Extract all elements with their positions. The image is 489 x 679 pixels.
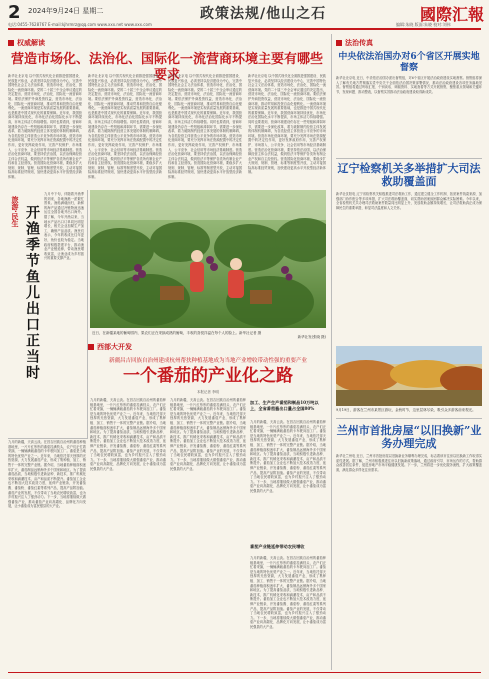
main-article-col-2: 新华社北京电 以中国式现代化全面推进强国建设、民族复兴伟业，必须坚持以经济建设为中心，完善中国特色社会主义法治体系，营造市场化、法治化、国际化一流营商环境。党的二十届三中全会审议通过的决定提出，营造市场化、法治化、国际化一流营商环境。要依法保护外商投资权益，营造市场化、法治化、国际化一流营商环境，推动贸易和投资自由化便利化。一流营商环境是实现高质量发展的重要基础，也是推进中国式现代化的重要保障。近年来，我国营商环境持续优化，市场化法治化国际化水平不断提高，市场主体活力持续增强。同时也要看到，营商环境建设仍存在一些短板和薄弱环节，需要进一步深化改革，着力破除制约经营主体发展的体制机制障碍，为各类经营主体营造公平竞争的市场环境。营造市场化营商环境，要充分发挥市场在资源配置中的决定性作用，更好发挥政府作用，完善产权保护、市场准入、公平竞争、社会信用等市场经济基础制度。营造法治化营商环境，要坚持依法治国，以法治保障经营主体合法权益，做到依法平等保护各类所有制企业产权和自主经营权。营造国际化营商环境，要稳步扩大规则、规制、管理、标准等制度型开放，主动对接国际高标准经贸规则，加快建设更高水平开放型经济新体制。 <box>88 74 162 180</box>
main-headline: 营造市场化、法治化、国际化一流营商环境主要有哪些要求 <box>10 52 323 83</box>
tag-label: 西部大开发 <box>97 343 132 351</box>
issue-date: 2024年9月24日 星期二 <box>28 7 104 15</box>
autumn-caption: 9月19日，游客在兰州市某景区游玩，金秋时节，这里层林尽染，吸引众多游客前来观光。 <box>336 408 476 412</box>
section-title: 政策法规/他山之石 <box>200 6 327 22</box>
tag-square-icon <box>88 344 94 350</box>
newspaper-logo: 國際汇報 <box>420 5 485 24</box>
tomato-col-4: 九月的新疆，天高云淡。在昌吉回族自治州的番茄种植基地里，一片片红彤彤的番茄挂满枝头，农户们正忙着采摘，一辆辆满载番茄的卡车驶向加工厂。番茄是当地的特色优势产业之一。近年来，当地依托得天独厚的光热资源，大力发展番茄产业，形成了集种植、加工、销售于一体的完整产业链。据介绍，当地番茄种植面积逐年扩大，番茄制品远销海外多个国家和地区。为了提高番茄品质，当地积极引进新品种、新技术，推广机械化采收和滴灌技术，亩产和品质不断提升。番茄加工企业也不断加大技术改造力度，延伸产业链条，开发番茄酱、番茄粉、番茄红素等系列产品，提高产品附加值。番茄产业的发展，不仅带动了当地农民增收致富，也为乡村振兴注入了强劲动力。下一步，当地将继续做大做强番茄产业，推动番茄产业向高端化、品牌化方向发展，让小番茄成为富民强县的大产业。 <box>250 420 326 493</box>
tag-authoritative <box>8 38 45 48</box>
main-article-col-4: 新华社北京电 以中国式现代化全面推进强国建设、民族复兴伟业，必须坚持以经济建设为中心，完善中国特色社会主义法治体系，营造市场化、法治化、国际化一流营商环境。党的二十届三中全会审议通过的决定提出，营造市场化、法治化、国际化一流营商环境。要依法保护外商投资权益，营造市场化、法治化、国际化一流营商环境，推动贸易和投资自由化便利化。一流营商环境是实现高质量发展的重要基础，也是推进中国式现代化的重要保障。近年来，我国营商环境持续优化，市场化法治化国际化水平不断提高，市场主体活力持续增强。同时也要看到，营商环境建设仍存在一些短板和薄弱环节，需要进一步深化改革，着力破除制约经营主体发展的体制机制障碍，为各类经营主体营造公平竞争的市场环境。营造市场化营商环境，要充分发挥市场在资源配置中的决定性作用，更好发挥政府作用，完善产权保护、市场准入、公平竞争、社会信用等市场经济基础制度。营造法治化营商环境，要坚持依法治国，以法治保障经营主体合法权益，做到依法平等保护各类所有制企业产权和自主经营权。营造国际化营商环境，要稳步扩大规则、规制、管理、标准等制度型开放，主动对接国际高标准经贸规则，加快建设更高水平开放型经济新体制。 <box>248 74 326 175</box>
section-divider <box>8 438 88 439</box>
vineyard-illustration <box>90 190 326 328</box>
right-article-1-body: 新华社北京电 近日，中央依法治国办派出督察组，对6个省区开展法治政府建设实地督察。督察组将深入了解有关地方贯彻落实党中央关于全面依法治国决策部署情况，推动法治政府建设各项任务落地见效。督察组将通过听取汇报、个别谈话、调阅资料、实地查看等方式开展督察，聚焦重点领域和关键环节，发现问题、推动整改，以督察实效推动法治政府建设取得新成效。 <box>336 76 482 94</box>
tomato-headline: 一个番茄的产业化之路 <box>123 366 293 386</box>
right-article-2-body: 新华社沈阳电 辽宁省检察机关积极推进司法救助工作，通过建立健全工作机制、拓宽案件线索来源、加强部门协作配合等多项举措，扩大司法救助覆盖面，切实帮助因案致困群众解决实际困难。今年以来，全省检察机关共办理司法救助案件数量同比明显上升，发放救助金额持续增长，让司法救助真正成为保障民生的重要举措，彰显司法温度和人文关怀。 <box>336 192 482 210</box>
photo-credit: 新华社发(张晓 摄) <box>297 335 326 339</box>
right-headline-1: 中央依法治国办对6个省区开展实地督察 <box>338 52 480 73</box>
main-article-col-3: 新华社北京电 以中国式现代化全面推进强国建设、民族复兴伟业，必须坚持以经济建设为中心，完善中国特色社会主义法治体系，营造市场化、法治化、国际化一流营商环境。党的二十届三中全会审议通过的决定提出，营造市场化、法治化、国际化一流营商环境。要依法保护外商投资权益，营造市场化、法治化、国际化一流营商环境，推动贸易和投资自由化便利化。一流营商环境是实现高质量发展的重要基础，也是推进中国式现代化的重要保障。近年来，我国营商环境持续优化，市场化法治化国际化水平不断提高，市场主体活力持续增强。同时也要看到，营商环境建设仍存在一些短板和薄弱环节，需要进一步深化改革，着力破除制约经营主体发展的体制机制障碍，为各类经营主体营造公平竞争的市场环境。营造市场化营商环境，要充分发挥市场在资源配置中的决定性作用，更好发挥政府作用，完善产权保护、市场准入、公平竞争、社会信用等市场经济基础制度。营造法治化营商环境，要坚持依法治国，以法治保障经营主体合法权益，做到依法平等保护各类所有制企业产权和自主经营权。营造国际化营商环境，要稳步扩大规则、规制、管理、标准等制度型开放，主动对接国际高标准经贸规则，加快建设更高水平开放型经济新体制。 <box>168 74 242 180</box>
tag-label: 法治传真 <box>345 39 373 47</box>
column-divider <box>87 190 88 438</box>
footer-rule <box>8 672 481 673</box>
tomato-subhead-2: 番茄产业链延伸带动农民增收 <box>250 544 305 549</box>
right-divider-1 <box>336 158 482 159</box>
right-divider-2 <box>336 418 482 419</box>
autumn-illustration <box>336 346 482 406</box>
right-headline-3: 兰州市首批房屋“以旧换新”业务办理完成 <box>336 424 482 450</box>
tag-square-icon <box>336 40 342 46</box>
tomato-col-2: 九月的新疆，天高云淡。在昌吉回族自治州的番茄种植基地里，一片片红彤彤的番茄挂满枝头，农户们正忙着采摘，一辆辆满载番茄的卡车驶向加工厂。番茄是当地的特色优势产业之一。近年来，当地依托得天独厚的光热资源，大力发展番茄产业，形成了集种植、加工、销售于一体的完整产业链。据介绍，当地番茄种植面积逐年扩大，番茄制品远销海外多个国家和地区。为了提高番茄品质，当地积极引进新品种、新技术，推广机械化采收和滴灌技术，亩产和品质不断提升。番茄加工企业也不断加大技术改造力度，延伸产业链条，开发番茄酱、番茄粉、番茄红素等系列产品，提高产品附加值。番茄产业的发展，不仅带动了当地农民增收致富，也为乡村振兴注入了强劲动力。下一步，当地将继续做大做强番茄产业，推动番茄产业向高端化、品牌化方向发展，让小番茄成为富民强县的大产业。 <box>90 398 166 471</box>
side-feature-body: 九月中下旬，伴随着开渔季的到来，各地渔港一派繁忙景象。渔船满载而归，新鲜的海产品通过冷链物流迅速运往全国各地并出口海外。据了解，今年开渔以来，当地水产品出口订单同比明显增长，相关企业加紧生产加工，确保产品品质。渔民们表示，今年的收成比往年更好，鱼价也较为稳定。当地政府积极搭建平台，推动渔业产业链延伸，带动渔民增收致富，让渔业成为乡村振兴的重要支撑产业。 <box>44 192 84 261</box>
vineyard-caption: 近日，在新疆某地的葡萄园内，果农们正在采摘成熟的葡萄，丰收的喜悦洋溢在每个人的脸上。新华社记者 摄 <box>92 331 262 335</box>
right-article-3-body: 新华社兰州电 近日，兰州市首批房屋以旧换新业务顺利办理完成，标志着该市住房以旧换新工作取得实质性进展。据了解，兰州市积极推进住房以旧换新政策落地，通过政府引导、市场运作的方式，帮助群众改善居住条件，促进房地产市场平稳健康发展。下一步，兰州将进一步优化服务流程，扩大政策覆盖面，满足群众多样化住房需求。 <box>336 454 482 472</box>
vineyard-photo <box>90 190 326 328</box>
contact-info: 电话:0455-7628767 E-mail:kjhrmrz@qq.com www.xxx.net www.xxx.com <box>8 22 152 27</box>
autumn-scenery-photo <box>336 346 482 406</box>
right-headline-2: 辽宁检察机关多举措扩大司法救助覆盖面 <box>337 162 481 188</box>
tomato-col-1: 九月的新疆，天高云淡。在昌吉回族自治州的番茄种植基地里，一片片红彤彤的番茄挂满枝头，农户们正忙着采摘，一辆辆满载番茄的卡车驶向加工厂。番茄是当地的特色优势产业之一。近年来，当地依托得天独厚的光热资源，大力发展番茄产业，形成了集种植、加工、销售于一体的完整产业链。据介绍，当地番茄种植面积逐年扩大，番茄制品远销海外多个国家和地区。为了提高番茄品质，当地积极引进新品种、新技术，推广机械化采收和滴灌技术，亩产和品质不断提升。番茄加工企业也不断加大技术改造力度，延伸产业链条，开发番茄酱、番茄粉、番茄红素等系列产品，提高产品附加值。番茄产业的发展，不仅带动了当地农民增收致富，也为乡村振兴注入了强劲动力。下一步，当地将继续做大做强番茄产业，推动番茄产业向高端化、品牌化方向发展，让小番茄成为富民强县的大产业。 <box>8 440 86 509</box>
header-rule <box>8 28 481 30</box>
editor-credits: 编辑:朱晓 版面:朱晓 校对:刘伟 <box>396 22 451 27</box>
tag-legal-news <box>336 38 373 48</box>
tomato-col-5: 九月的新疆，天高云淡。在昌吉回族自治州的番茄种植基地里，一片片红彤彤的番茄挂满枝头，农户们正忙着采摘，一辆辆满载番茄的卡车驶向加工厂。番茄是当地的特色优势产业之一。近年来，当地依托得天独厚的光热资源，大力发展番茄产业，形成了集种植、加工、销售于一体的完整产业链。据介绍，当地番茄种植面积逐年扩大，番茄制品远销海外多个国家和地区。为了提高番茄品质，当地积极引进新品种、新技术，推广机械化采收和滴灌技术，亩产和品质不断提升。番茄加工企业也不断加大技术改造力度，延伸产业链条，开发番茄酱、番茄粉、番茄红素等系列产品，提高产品附加值。番茄产业的发展，不仅带动了当地农民增收致富，也为乡村振兴注入了强劲动力。下一步，当地将继续做大做强番茄产业，推动番茄产业向高端化、品牌化方向发展，让小番茄成为富民强县的大产业。 <box>250 556 326 629</box>
tomato-byline: 本报记者 李明 <box>196 390 220 394</box>
tag-square-icon <box>8 40 14 46</box>
side-feature-headline: 开渔季节鱼儿出口正当时 <box>24 205 40 381</box>
tomato-kicker: 新疆昌吉回族自治州建成杭州帮扶种植基地成为当地产业增收带动性强的重要产业 <box>108 358 307 364</box>
side-column-label: 旅游·民生 <box>11 196 19 227</box>
page-number: 2 <box>8 2 21 23</box>
right-column-divider <box>331 34 332 670</box>
masthead <box>0 0 489 34</box>
main-article-col-1: 新华社北京电 以中国式现代化全面推进强国建设、民族复兴伟业，必须坚持以经济建设为中心，完善中国特色社会主义法治体系，营造市场化、法治化、国际化一流营商环境。党的二十届三中全会审议通过的决定提出，营造市场化、法治化、国际化一流营商环境。要依法保护外商投资权益，营造市场化、法治化、国际化一流营商环境，推动贸易和投资自由化便利化。一流营商环境是实现高质量发展的重要基础，也是推进中国式现代化的重要保障。近年来，我国营商环境持续优化，市场化法治化国际化水平不断提高，市场主体活力持续增强。同时也要看到，营商环境建设仍存在一些短板和薄弱环节，需要进一步深化改革，着力破除制约经营主体发展的体制机制障碍，为各类经营主体营造公平竞争的市场环境。营造市场化营商环境，要充分发挥市场在资源配置中的决定性作用，更好发挥政府作用，完善产权保护、市场准入、公平竞争、社会信用等市场经济基础制度。营造法治化营商环境，要坚持依法治国，以法治保障经营主体合法权益，做到依法平等保护各类所有制企业产权和自主经营权。营造国际化营商环境，要稳步扩大规则、规制、管理、标准等制度型开放，主动对接国际高标准经贸规则，加快建设更高水平开放型经济新体制。 <box>8 74 82 180</box>
tag-western-development <box>88 342 132 352</box>
tomato-col-3: 九月的新疆，天高云淡。在昌吉回族自治州的番茄种植基地里，一片片红彤彤的番茄挂满枝头，农户们正忙着采摘，一辆辆满载番茄的卡车驶向加工厂。番茄是当地的特色优势产业之一。近年来，当地依托得天独厚的光热资源，大力发展番茄产业，形成了集种植、加工、销售于一体的完整产业链。据介绍，当地番茄种植面积逐年扩大，番茄制品远销海外多个国家和地区。为了提高番茄品质，当地积极引进新品种、新技术，推广机械化采收和滴灌技术，亩产和品质不断提升。番茄加工企业也不断加大技术改造力度，延伸产业链条，开发番茄酱、番茄粉、番茄红素等系列产品，提高产品附加值。番茄产业的发展，不仅带动了当地农民增收致富，也为乡村振兴注入了强劲动力。下一步，当地将继续做大做强番茄产业，推动番茄产业向高端化、品牌化方向发展，让小番茄成为富民强县的大产业。 <box>170 398 246 471</box>
tag-label: 权威解读 <box>17 39 45 47</box>
tomato-subhead-1: 加工、生产生产番茄和制品10万吨以上，全省番茄酱出口量占全国80% <box>250 400 319 411</box>
